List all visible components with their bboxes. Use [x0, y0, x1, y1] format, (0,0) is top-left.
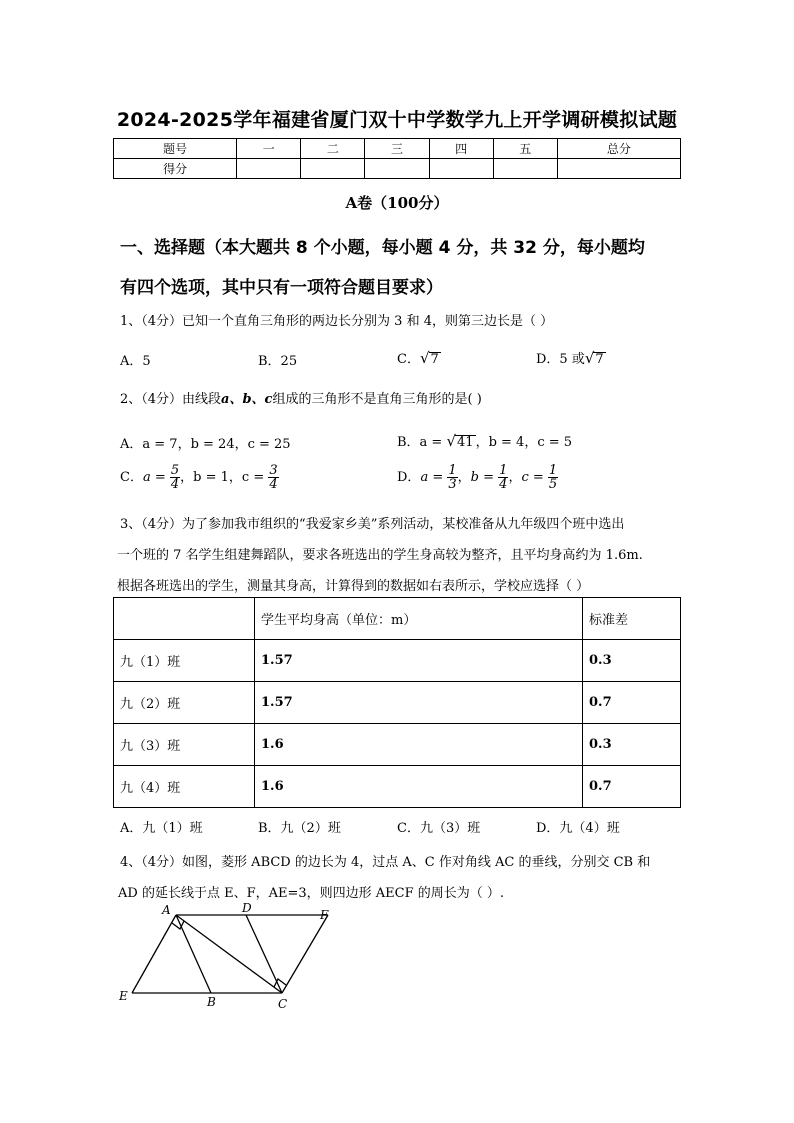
fraction: [548, 464, 558, 491]
table-cell: 1.57: [255, 640, 583, 682]
table-cell: 九（4）班: [114, 766, 255, 808]
table-cell: 1.6: [255, 724, 583, 766]
fraction-den: 4: [269, 477, 278, 492]
table-cell: 0.7: [583, 682, 681, 724]
table-row: [114, 682, 681, 724]
fraction-den: 3: [448, 477, 457, 492]
fraction: [268, 464, 278, 491]
q3-line3: 根据各班选出的学生，测量其身高，计算得到的数据如右表所示，学校应选择（ ）: [117, 579, 590, 594]
fraction-num: 1: [448, 463, 457, 478]
table-row: [114, 766, 681, 808]
table-header-cell: [114, 598, 255, 640]
point-label-c: C: [278, 997, 288, 1011]
q2-stem-vars: a、b、c: [221, 392, 273, 407]
q4-line2: AD 的延长线于点 E、F，AE=3，则四边形 AECF 的周长为（ ）.: [118, 886, 505, 901]
q2-stem-post: 组成的三角形不是直角三角形的是( ): [272, 392, 482, 407]
score-cell[interactable]: [429, 159, 493, 179]
fraction-num: 5: [170, 463, 180, 478]
height-table: [113, 597, 681, 808]
table-cell: 九（1）班: [114, 640, 255, 682]
q1-option-d-radicand: 7: [595, 352, 604, 367]
q1-option-d-label: D．5 或: [536, 352, 585, 367]
table-cell: 1.6: [255, 766, 583, 808]
q3-option-b[interactable]: B．九（2）班: [258, 821, 341, 836]
score-header-cell: 三: [365, 139, 429, 159]
q2-option-c-mid: ，b = 1，c =: [180, 470, 269, 485]
q1-option-d[interactable]: D．5 或√7: [536, 349, 604, 367]
q2-option-b-radicand: 41: [457, 435, 474, 450]
section-1-line2: 有四个选项，其中只有一项符合题目要求）: [120, 278, 443, 298]
table-cell: 九（2）班: [114, 682, 255, 724]
q3-option-c[interactable]: C．九（3）班: [397, 821, 481, 836]
fraction-num: 3: [269, 463, 278, 478]
score-cell[interactable]: [557, 159, 680, 179]
score-header-cell: 题号: [114, 139, 237, 159]
q3-line1: 3、（4分）为了参加我市组织的“我爱家乡美”系列活动，某校准备从九年级四个班中选出: [120, 517, 625, 532]
score-header-cell: 五: [493, 139, 557, 159]
score-table: [113, 138, 681, 179]
page-title: 2024-2025学年福建省厦门双十中学数学九上开学调研模拟试题: [116, 109, 678, 131]
q1-stem: 1、（4分）已知一个直角三角形的两边长分别为 3 和 4，则第三边长是（ ）: [120, 314, 554, 329]
q2-option-b-pre: B．a =: [397, 435, 447, 450]
score-header-cell: 二: [301, 139, 365, 159]
score-header-cell: 四: [429, 139, 493, 159]
score-header-cell: 总分: [557, 139, 680, 159]
score-cell[interactable]: [301, 159, 365, 179]
fraction: [498, 464, 508, 491]
q3-option-a[interactable]: A．九（1）班: [120, 821, 203, 836]
q4-line1: 4、（4分）如图，菱形 ABCD 的边长为 4，过点 A、C 作对角线 AC 的垂线，分别交 CB 和: [120, 855, 651, 870]
score-cell[interactable]: [237, 159, 301, 179]
q3-stem: [117, 509, 643, 602]
q2-option-c-label: C．: [120, 470, 143, 485]
q1-option-c[interactable]: C．√7: [397, 349, 439, 367]
q3-line2: 一个班的 7 名学生组建舞蹈队，要求各班选出的学生身高较为整齐，且平均身高约为 1.6m.: [117, 548, 643, 563]
edge-AE: [132, 915, 176, 993]
score-row: [114, 159, 681, 179]
q2-option-c[interactable]: C．a = $\frac{5}{4}$ ，b = 1，c = $\frac{3}{4}$: [120, 463, 278, 492]
q2-option-b[interactable]: B．a = √41 ，b = 4，c = 5: [397, 432, 573, 450]
section-a-heading: A卷（100分）: [345, 194, 449, 212]
score-header-cell: 一: [237, 139, 301, 159]
table-header-row: [114, 598, 681, 640]
score-row-label: 得分: [114, 159, 237, 179]
q2-option-b-post: ，b = 4，c = 5: [475, 435, 573, 450]
table-cell: 0.3: [583, 724, 681, 766]
score-cell[interactable]: [365, 159, 429, 179]
section-1-heading: [120, 228, 690, 308]
point-label-f: F: [320, 908, 329, 922]
q2-stem: [120, 390, 482, 410]
fraction-den: 4: [170, 477, 180, 492]
diagonal-AC: [176, 915, 282, 993]
point-label-e: E: [119, 989, 128, 1003]
point-label-a: A: [162, 903, 171, 917]
q2-option-a[interactable]: A．a = 7，b = 24，c = 25: [120, 437, 291, 452]
fraction: [447, 464, 457, 491]
table-row: [114, 724, 681, 766]
point-label-d: D: [242, 901, 252, 915]
q2-option-d-label: D．: [397, 470, 421, 485]
q1-option-c-radicand: 7: [430, 352, 439, 367]
section-1-line1: 一、选择题（本大题共 8 个小题，每小题 4 分，共 32 分，每小题均: [120, 238, 645, 258]
rhombus-figure: [112, 898, 342, 1014]
fraction-num: 1: [499, 463, 508, 478]
point-label-b: B: [207, 995, 216, 1009]
table-cell: 0.3: [583, 640, 681, 682]
q1-option-a[interactable]: A．5: [120, 354, 151, 369]
score-header-row: [114, 139, 681, 159]
fraction-den: 5: [548, 477, 558, 492]
fraction-den: 4: [499, 477, 508, 492]
table-cell: 0.7: [583, 766, 681, 808]
table-cell: 九（3）班: [114, 724, 255, 766]
table-row: [114, 640, 681, 682]
fraction-num: 1: [548, 463, 558, 478]
q1-option-c-label: C．: [397, 352, 420, 367]
q1-option-b[interactable]: B．25: [258, 354, 298, 369]
q2-option-d[interactable]: D．a = $\frac{1}{3}$ ，b = $\frac{1}{4}$ ，c = $\frac{1}{5}$: [397, 463, 558, 492]
score-cell[interactable]: [493, 159, 557, 179]
table-header-cell: 学生平均身高（单位：m）: [255, 598, 583, 640]
fraction: [170, 464, 180, 491]
q2-stem-pre: 2、（4分）由线段: [120, 392, 222, 407]
q3-option-d[interactable]: D．九（4）班: [536, 821, 620, 836]
edge-FC: [282, 915, 328, 993]
table-header-cell: 标准差: [583, 598, 681, 640]
table-cell: 1.57: [255, 682, 583, 724]
